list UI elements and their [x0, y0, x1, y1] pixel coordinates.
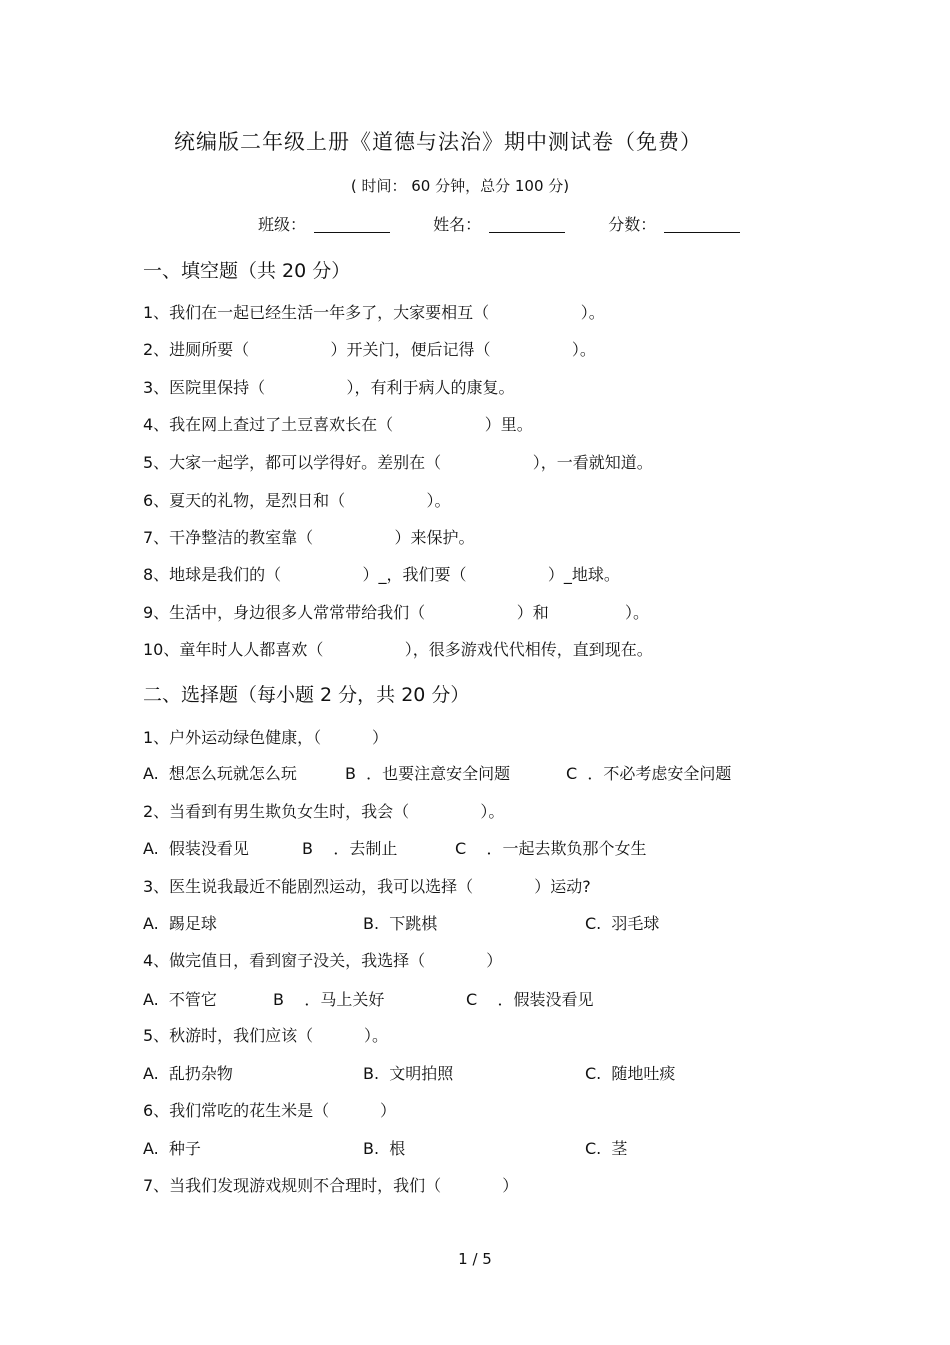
choice-question: 4、做完值日，看到窗子没关，我选择（ ）: [143, 951, 503, 970]
name-label: 姓名：: [433, 215, 482, 234]
class-label: 班级：: [258, 215, 307, 234]
option-b[interactable]: B ．去制止: [302, 839, 398, 858]
option-b[interactable]: B ．马上关好: [273, 990, 385, 1009]
score-label: 分数：: [608, 215, 657, 234]
section2-heading: 二、选择题（每小题 2 分，共 20 分）: [143, 684, 470, 706]
option-a[interactable]: A. 不管它: [143, 990, 217, 1009]
option-a[interactable]: A. 假装没看见: [143, 839, 249, 858]
option-a[interactable]: A. 乱扔杂物: [143, 1064, 233, 1083]
class-blank[interactable]: [314, 214, 390, 233]
fill-question: 4、我在网上查过了土豆喜欢长在（ ）里。: [143, 415, 533, 434]
exam-subtitle: ( 时间： 60 分钟，总分 100 分): [350, 177, 570, 195]
option-b[interactable]: B. 文明拍照: [363, 1064, 454, 1083]
option-c[interactable]: C ．一起去欺负那个女生: [455, 839, 647, 858]
fill-question: 7、干净整洁的教室靠（ ）来保护。: [143, 528, 475, 547]
fill-question: 3、医院里保持（ ），有利于病人的康复。: [143, 378, 515, 397]
option-c[interactable]: C. 随地吐痰: [585, 1064, 676, 1083]
option-a[interactable]: A. 种子: [143, 1139, 201, 1158]
fill-question: 9、生活中，身边很多人常常带给我们（ ）和 ）。: [143, 603, 650, 622]
option-b[interactable]: B ．也要注意安全问题: [345, 764, 511, 783]
option-c[interactable]: C. 茎: [585, 1139, 628, 1158]
page-number: 1 / 5: [458, 1250, 492, 1268]
option-c[interactable]: C ．不必考虑安全问题: [566, 764, 732, 783]
choice-question: 3、医生说我最近不能剧烈运动，我可以选择（ ）运动?: [143, 877, 591, 896]
choice-question: 2、当看到有男生欺负女生时，我会（ ）。: [143, 802, 505, 821]
score-blank[interactable]: [664, 214, 740, 233]
fill-question: 10、童年时人人都喜欢（ ），很多游戏代代相传，直到现在。: [143, 640, 653, 659]
choice-question: 7、当我们发现游戏规则不合理时，我们（ ）: [143, 1176, 519, 1195]
option-a[interactable]: A. 想怎么玩就怎么玩: [143, 764, 297, 783]
student-info-fields: [258, 212, 740, 235]
option-c[interactable]: C. 羽毛球: [585, 914, 660, 933]
option-b[interactable]: B. 根: [363, 1139, 406, 1158]
section1-heading: 一、填空题（共 20 分）: [143, 260, 351, 282]
choice-question: 6、我们常吃的花生米是（ ）: [143, 1101, 397, 1120]
option-a[interactable]: A. 踢足球: [143, 914, 217, 933]
name-blank[interactable]: [489, 214, 565, 233]
option-b[interactable]: B. 下跳棋: [363, 914, 438, 933]
fill-question: 1、我们在一起已经生活一年多了，大家要相互（ ）。: [143, 303, 605, 322]
exam-title: 统编版二年级上册《道德与法治》期中测试卷（免费）: [174, 130, 702, 154]
option-c[interactable]: C ．假装没看见: [466, 990, 594, 1009]
choice-question: 5、秋游时，我们应该（ ）。: [143, 1026, 389, 1045]
fill-question: 5、大家一起学，都可以学得好。差别在（ ），一看就知道。: [143, 453, 653, 472]
fill-question: 6、夏天的礼物，是烈日和（ ）。: [143, 491, 451, 510]
fill-question: 8、地球是我们的（ ）_，我们要（ ）_地球。: [143, 565, 620, 584]
choice-question: 1、户外运动绿色健康，（ ）: [143, 728, 389, 747]
fill-question: 2、进厕所要（ ）开关门，便后记得（ ）。: [143, 340, 596, 359]
